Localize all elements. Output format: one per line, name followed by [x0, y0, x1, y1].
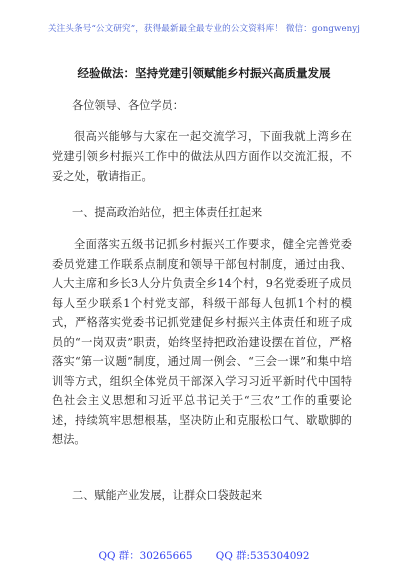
qq-group-2: QQ 群:535304092	[215, 550, 310, 562]
section-2-heading: 二、赋能产业发展，让群众口袋鼓起来	[72, 489, 263, 502]
greeting: 各位领导、各位学员：	[72, 99, 184, 112]
intro-paragraph: 很高兴能够与大家在一起交流学习，下面我就上湾乡在党建引领乡村振兴工作中的做法从四方面作以交流汇报，不妥之处，敬请指正。	[52, 130, 352, 183]
qq-group-1: QQ 群：30265665	[98, 550, 193, 562]
header-banner: 关注头条号“公文研究”，获得最新最全最专业的公文资料库！ 微信：gongwenyj	[47, 24, 361, 34]
footer-qq-groups	[0, 547, 408, 562]
section-1-paragraph: 全面落实五级书记抓乡村振兴工作要求，健全完善党委委员党建工作联系点制度和领导干部包村制度，通过由我、人大主席和乡长3人分片负责全乡14个村，9名党委班子成员每人至少联系1个村党支部，科级干部每人包抓1个村的模式，严格落实党委书记抓党建促乡村振兴主体责任和班子成员的“一岗双责”职责，始终坚持把政治建设摆在首位，严格落实“第一议题”制度，通过周一例会、“三会一课”和集中培训等方式，组织全体党员干部深入学习习近平新时代中国特色社会主义思想和习近平总书记关于“三农”工作的重要论述，持续筑牢思想根基，坚决防止和克服松口气、歇歇脚的想法。	[52, 238, 352, 446]
section-1-heading: 一、提高政治站位，把主体责任扛起来	[72, 206, 263, 219]
document-title: 经验做法：坚持党建引领赋能乡村振兴高质量发展	[77, 66, 331, 80]
